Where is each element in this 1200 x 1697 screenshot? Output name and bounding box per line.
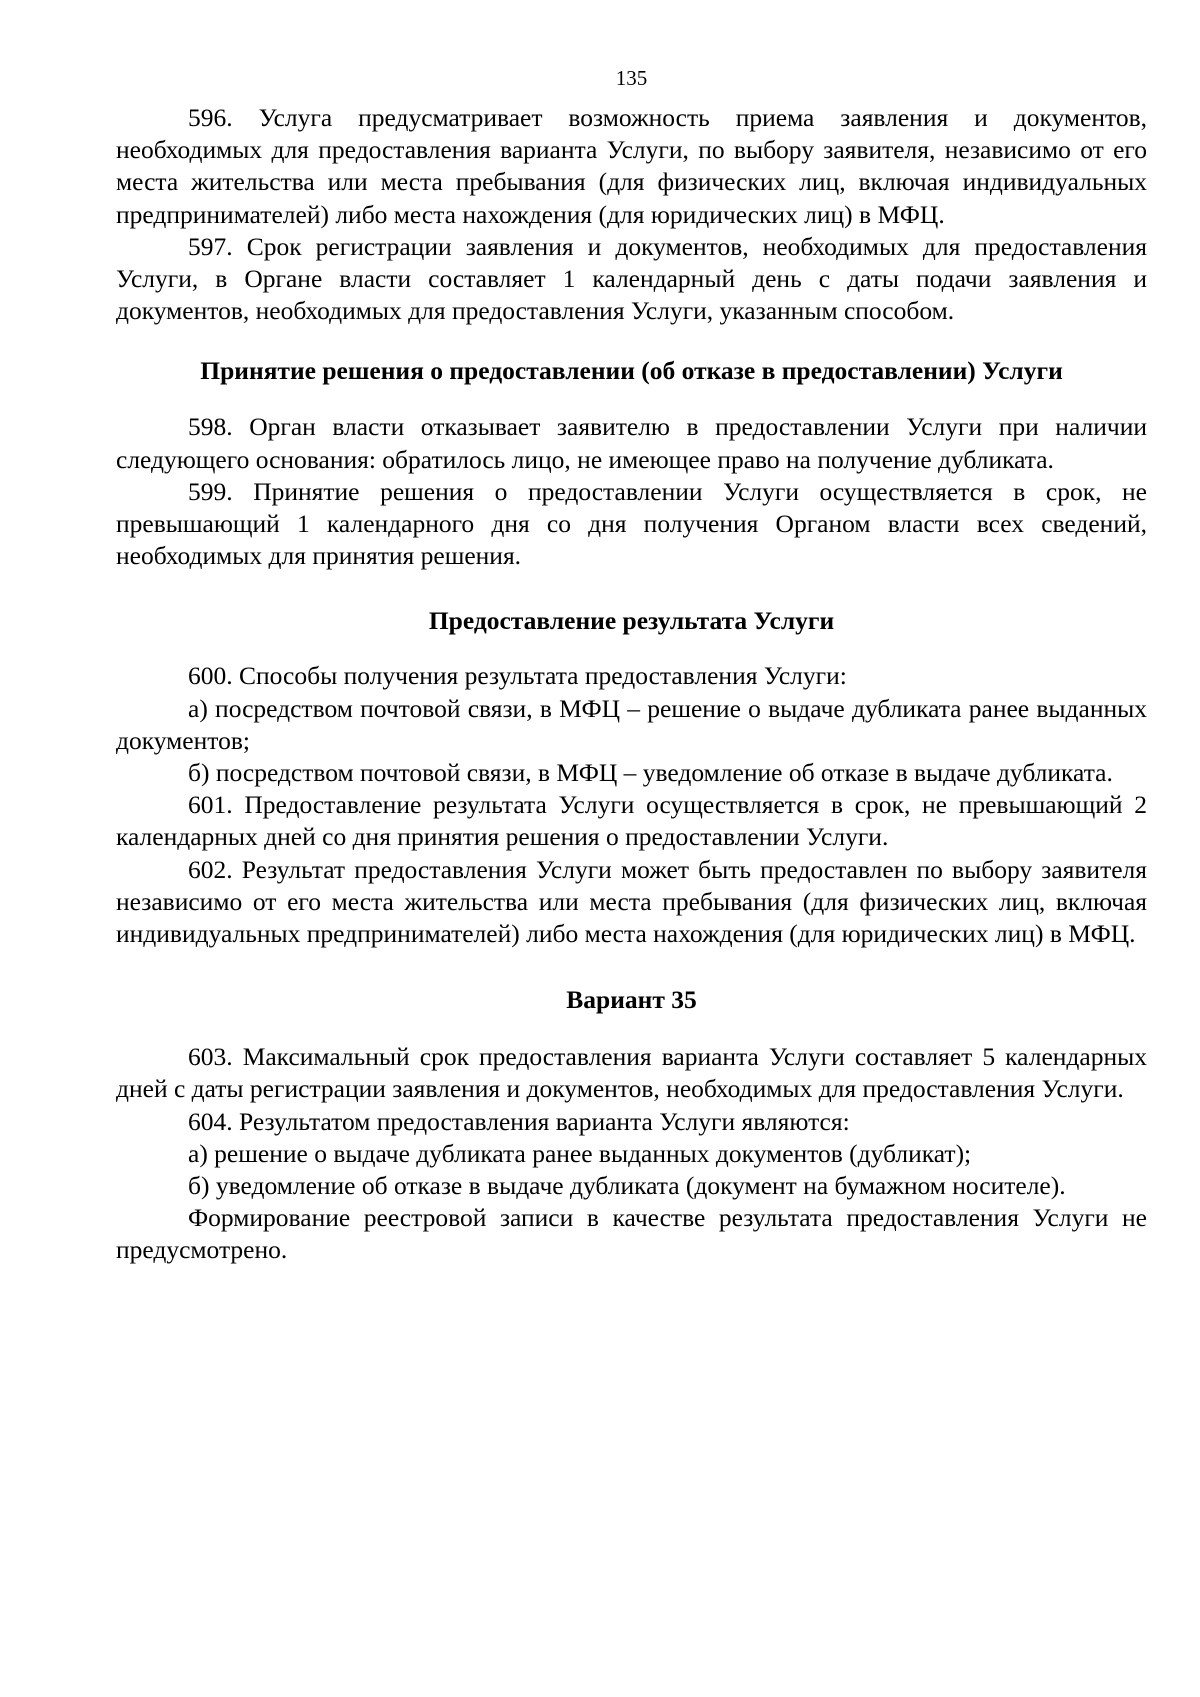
paragraph-602: 602. Результат предоставления Услуги может быть предоставлен по выбору заявителя независимо от его места жительства или места пребывания (для физических лиц, включая индивидуальных предпринимателей) либо места нахождения (для юридических лиц) в МФЦ.: [116, 854, 1147, 949]
document-page: [116, 64, 1147, 1267]
paragraph-598: 598. Орган власти отказывает заявителю в предоставлении Услуги при наличии следующего основания: обратилось лицо, не имеющее право на получение дубликата.: [116, 412, 1147, 474]
section-variant-35: [116, 984, 1147, 1266]
paragraph-600-b: б) посредством почтовой связи, в МФЦ – уведомление об отказе в выдаче дубликата.: [188, 758, 1113, 788]
paragraph-603: 603. Максимальный срок предоставления варианта Услуги составляет 5 календарных дней с даты регистрации заявления и документов, необходимых для предоставления Услуги.: [116, 1042, 1147, 1104]
section-result: [116, 605, 1147, 950]
paragraph-596: 596. Услуга предусматривает возможность приема заявления и документов, необходимых для предоставления варианта Услуги, по выбору заявителя, независимо от его места жительства или места пребывания (для физических лиц, включая индивидуальных предпринимателей) либо места нахождения (для юридических лиц) в МФЦ.: [116, 103, 1147, 229]
paragraph-604-b: б) уведомление об отказе в выдаче дубликата (документ на бумажном носителе).: [188, 1171, 1066, 1201]
page-number: 135: [615, 66, 648, 90]
paragraph-599: 599. Принятие решения о предоставлении Услуги осуществляется в срок, не превышающий 1 календарного дня со дня получения Органом власти всех сведений, необходимых для принятия решения.: [116, 476, 1147, 571]
paragraph-604: 604. Результатом предоставления варианта Услуги являются:: [188, 1106, 850, 1136]
heading-result: Предоставление результата Услуги: [428, 606, 835, 636]
section-intake: [116, 102, 1147, 327]
section-decision: [116, 355, 1147, 572]
paragraph-registry-note: Формирование реестровой записи в качестве результата предоставления Услуги не предусмотрено.: [116, 1203, 1147, 1265]
heading-decision: Принятие решения о предоставлении (об отказе в предоставлении) Услуги: [200, 356, 1063, 386]
paragraph-597: 597. Срок регистрации заявления и документов, необходимых для предоставления Услуги, в Органе власти составляет 1 календарный день с даты подачи заявления и документов, необходимых для предоставления Услуги, указанным способом.: [116, 231, 1147, 326]
paragraph-600: 600. Способы получения результата предоставления Услуги:: [188, 661, 847, 691]
paragraph-604-a: а) решение о выдаче дубликата ранее выданных документов (дубликат);: [188, 1138, 972, 1168]
paragraph-600-a: а) посредством почтовой связи, в МФЦ – решение о выдаче дубликата ранее выданных документов;: [116, 693, 1147, 755]
paragraph-601: 601. Предоставление результата Услуги осуществляется в срок, не превышающий 2 календарных дней со дня принятия решения о предоставлении Услуги.: [116, 790, 1147, 852]
heading-variant-35: Вариант 35: [566, 985, 697, 1015]
